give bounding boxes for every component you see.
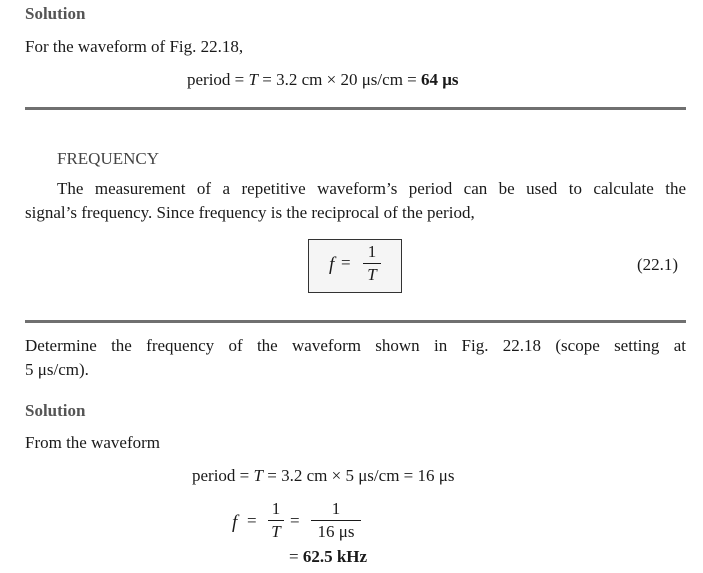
freq-eq-equals-1: =	[247, 511, 257, 530]
period-equation-1	[187, 70, 459, 90]
section-divider-2	[25, 320, 686, 323]
frequency-heading: FREQUENCY	[57, 149, 160, 168]
frequency-para-line2: signal’s frequency. Since frequency is the reciprocal of the period,	[25, 203, 475, 222]
problem-statement	[25, 334, 686, 382]
problem-line1: Determine the frequency of the waveform shown in Fig. 22.18 (scope setting at	[25, 336, 686, 355]
period-eq1-rhs: = 3.2 cm × 20 μs/cm =	[258, 70, 422, 89]
formula-bar	[363, 263, 381, 264]
frequency-paragraph	[25, 177, 686, 225]
freq-eq-equals-2: =	[290, 511, 300, 530]
freq-eq-num1: 1	[271, 499, 281, 518]
freq-eq-num2: 1	[331, 499, 341, 518]
formula-num: 1	[367, 242, 377, 261]
freq-eq-fraction-1	[268, 500, 284, 541]
period-eq1-T: T	[248, 70, 258, 89]
solution-heading-2: Solution	[25, 401, 86, 420]
period-eq1-result: 64 μs	[421, 70, 459, 89]
solution-intro-2: From the waveform	[25, 433, 161, 452]
section-divider-1	[25, 107, 686, 110]
freq-eq-result-value: 62.5 kHz	[302, 547, 368, 566]
period-eq2-T: T	[253, 466, 263, 485]
formula-box	[308, 239, 402, 293]
freq-eq-bar1	[268, 520, 284, 521]
period-eq2-rhs: = 3.2 cm × 5 μs/cm = 16 μs	[263, 466, 455, 485]
frequency-para-line1: The measurement of a repetitive waveform’s period can be used to calculate the	[57, 179, 686, 198]
solution-intro-1: For the waveform of Fig. 22.18,	[25, 37, 244, 56]
period-equation-2	[192, 466, 454, 486]
freq-eq-result	[289, 547, 367, 567]
freq-eq-den2: 16 μs	[317, 522, 355, 541]
period-eq1-lhs: period =	[187, 70, 249, 89]
formula-den: T	[367, 265, 377, 284]
freq-eq-den1: T	[271, 522, 281, 541]
problem-line2: 5 μs/cm).	[25, 360, 89, 379]
formula-fraction	[363, 243, 381, 284]
formula-equals: =	[341, 253, 351, 272]
freq-eq-bar2	[311, 520, 361, 521]
freq-eq-fraction-2	[311, 500, 361, 541]
freq-eq-result-eq: =	[289, 547, 303, 566]
period-eq2-lhs: period =	[192, 466, 254, 485]
freq-eq-f: f	[232, 512, 238, 533]
solution-heading-1: Solution	[25, 4, 86, 23]
formula-f: f	[329, 254, 335, 275]
equation-number: (22.1)	[637, 255, 679, 274]
